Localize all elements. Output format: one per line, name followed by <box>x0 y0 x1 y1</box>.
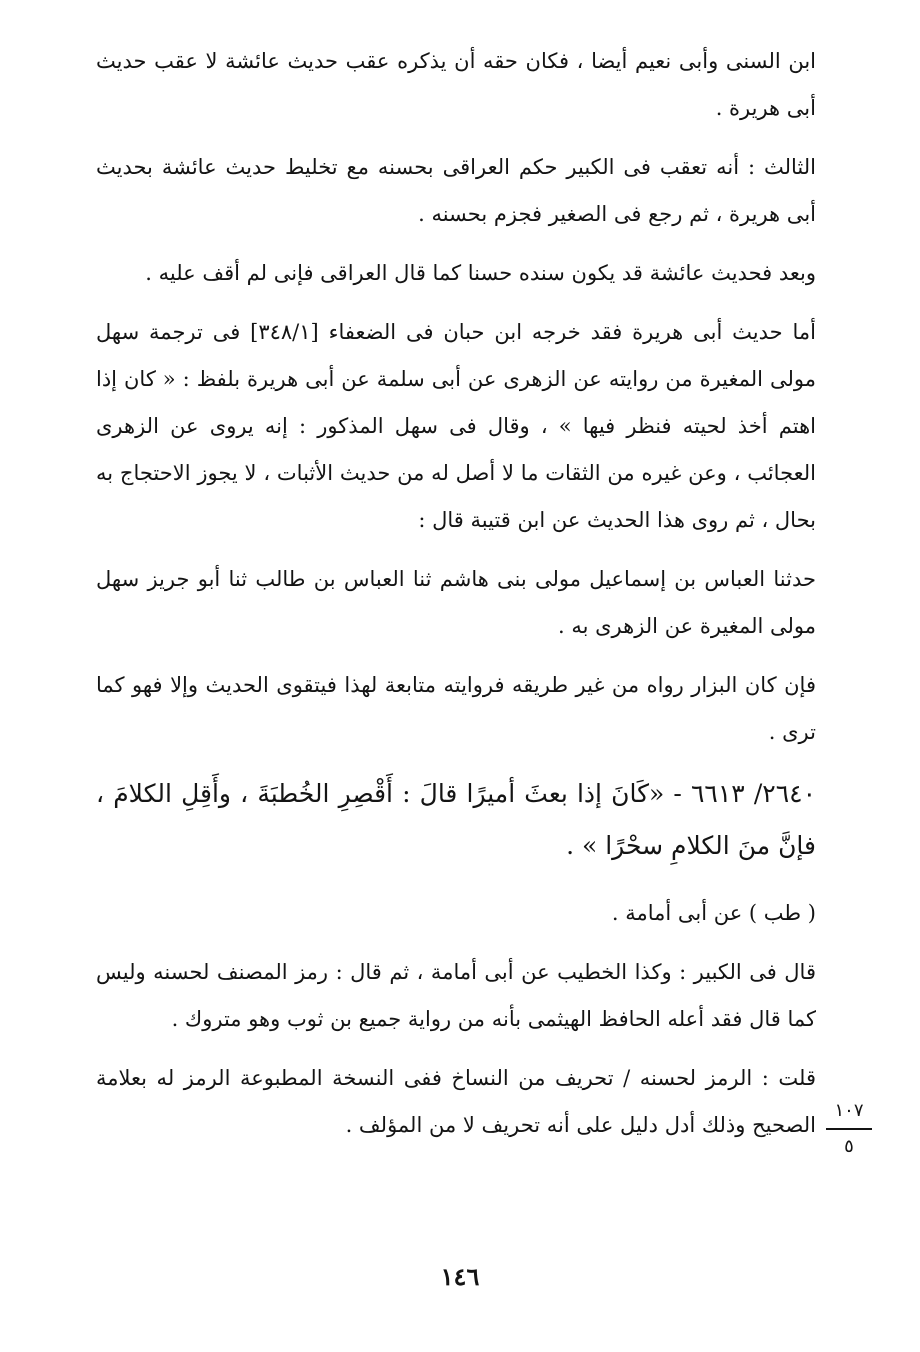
page-body <box>96 38 816 1161</box>
margin-reference-bottom: ٥ <box>844 1136 854 1157</box>
paragraph-abu-hurayra-hadith: أما حديث أبى هريرة فقد خرجه ابن حبان فى الضعفاء [٣٤٨/١] فى ترجمة سهل مولى المغيرة من روايته عن الزهرى عن أبى سلمة عن أبى هريرة بلفظ : « كان إذا اهتم أخذ لحيته فنظر فيها » ، وقال فى سهل المذكور : إنه يروى عن الزهرى العجائب ، وعن غيره من الثقات ما لا أصل له من حديث الأثبات ، لا يجوز الاحتجاج به بحال ، ثم روى هذا الحديث عن ابن قتيبة قال : <box>96 320 816 532</box>
commentary-qultu: قلت : الرمز لحسنه / تحريف من النساخ ففى النسخة المطبوعة الرمز له بعلامة الصحيح وذلك أدل دليل على أنه تحريف لا من المؤلف . <box>96 1066 816 1137</box>
paragraph-aisha-hadith: وبعد فحديث عائشة قد يكون سنده حسنا كما قال العراقى فإنى لم أقف عليه . <box>145 261 816 285</box>
paragraph-isnad: حدثنا العباس بن إسماعيل مولى بنى هاشم ثنا العباس بن طالب ثنا أبو جريز سهل مولى المغيرة عن الزهرى به . <box>96 567 816 638</box>
hadith-source: ( طب ) عن أبى أمامة . <box>611 901 816 925</box>
hadith-text: ٢٦٤٠/ ٦٦١٣ - «كَانَ إذا بعثَ أميرًا قالَ : أَقْصِرِ الخُطبَةَ ، وأَقِلِ الكلامَ ، فإنَّ منَ الكلامِ سحْرًا » . <box>96 779 816 860</box>
margin-reference-divider <box>826 1128 872 1130</box>
paragraph-third-point: الثالث : أنه تعقب فى الكبير حكم العراقى بحسنه مع تخليط حديث عائشة بحديث أبى هريرة ، ثم رجع فى الصغير فجزم بحسنه . <box>96 155 816 226</box>
commentary-kabir: قال فى الكبير : وكذا الخطيب عن أبى أمامة ، ثم قال : رمز المصنف لحسنه وليس كما قال فقد أعله الحافظ الهيثمى بأنه من رواية جميع بن ثوب وهو متروك . <box>96 960 816 1031</box>
margin-reference <box>818 1100 880 1158</box>
margin-reference-top: ١٠٧ <box>834 1100 864 1121</box>
page-number: ١٤٦ <box>440 1262 480 1291</box>
paragraph-intro: ابن السنى وأبى نعيم أيضا ، فكان حقه أن يذكره عقب حديث عائشة لا عقب حديث أبى هريرة . <box>96 49 816 120</box>
paragraph-bazzar: فإن كان البزار رواه من غير طريقه فروايته متابعة لهذا فيتقوى الحديث وإلا فهو كما ترى . <box>96 673 816 744</box>
